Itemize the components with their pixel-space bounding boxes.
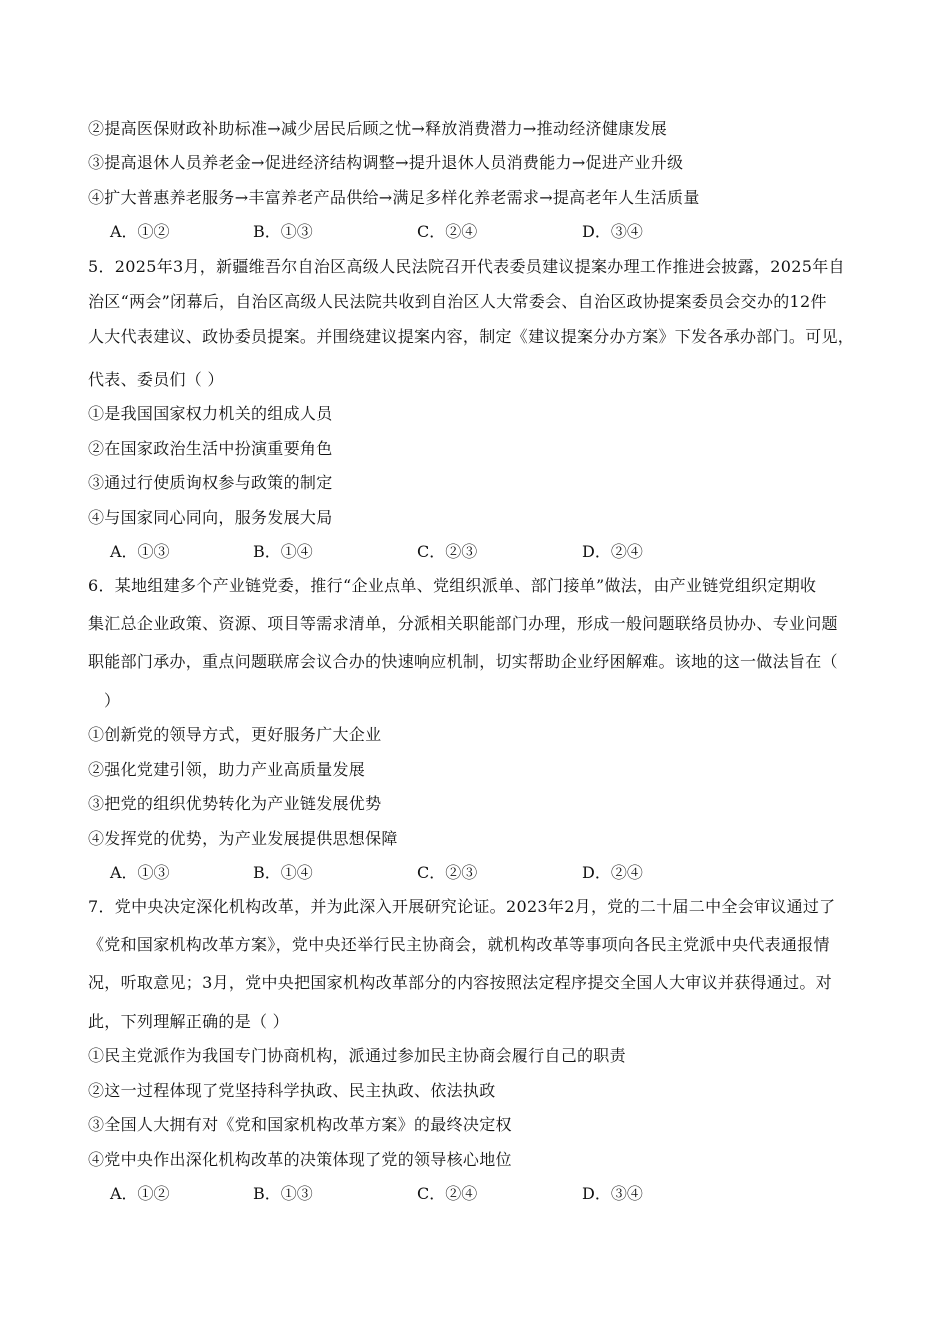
q5-stem-line-3: 人大代表建议、政协委员提案。并围绕建议提案内容，制定《建议提案分办方案》下发各承办部门。可见， xyxy=(88,327,855,346)
q7-option-b[interactable]: B．①③ xyxy=(253,1184,313,1203)
q6-stem-line-2: 集汇总企业政策、资源、项目等需求清单，分派相关职能部门办理，形成一般问题联络员协办、专业问题 xyxy=(88,614,838,633)
q6-option-d[interactable]: D．②④ xyxy=(582,863,643,882)
q5-stem-line-4: 代表、委员们（ ） xyxy=(88,370,224,389)
q6-item-4: ④发挥党的优势，为产业发展提供思想保障 xyxy=(88,829,398,848)
q6-item-1: ①创新党的领导方式，更好服务广大企业 xyxy=(88,725,382,744)
q4-option-d[interactable]: D．③④ xyxy=(582,222,643,241)
q5-item-3: ③通过行使质询权参与政策的制定 xyxy=(88,473,333,492)
q6-item-2: ②强化党建引领，助力产业高质量发展 xyxy=(88,760,366,779)
q4-option-c[interactable]: C．②④ xyxy=(417,222,478,241)
q6-options xyxy=(0,862,950,884)
q5-option-a[interactable]: A．①③ xyxy=(110,542,170,561)
q4-options xyxy=(0,221,950,243)
q6-item-3: ③把党的组织优势转化为产业链发展优势 xyxy=(88,794,382,813)
q6-stem-line-1: 6．某地组建多个产业链党委，推行“企业点单、党组织派单、部门接单”做法，由产业链党组织定期收 xyxy=(88,576,817,595)
q5-option-c[interactable]: C．②③ xyxy=(417,542,478,561)
q4-option-b[interactable]: B．①③ xyxy=(253,222,313,241)
q6-option-a[interactable]: A．①③ xyxy=(110,863,170,882)
q5-item-2: ②在国家政治生活中扮演重要角色 xyxy=(88,439,333,458)
q6-stem-line-3: 职能部门承办，重点问题联席会议合办的快速响应机制，切实帮助企业纾困解难。该地的这一做法旨在（ xyxy=(88,652,838,671)
q4-item-3: ③提高退休人员养老金→促进经济结构调整→提升退休人员消费能力→促进产业升级 xyxy=(88,153,684,172)
q7-stem-line-2: 《党和国家机构改革方案》，党中央还举行民主协商会，就机构改革等事项向各民主党派中央代表通报情 xyxy=(88,935,830,954)
q5-option-d[interactable]: D．②④ xyxy=(582,542,643,561)
q7-stem-line-1: 7．党中央决定深化机构改革，并为此深入开展研究论证。2023年2月，党的二十届二中全会审议通过了 xyxy=(88,897,836,916)
q7-option-c[interactable]: C．②④ xyxy=(417,1184,478,1203)
q7-stem-line-4: 此，下列理解正确的是（ ） xyxy=(88,1012,289,1031)
q4-option-a[interactable]: A．①② xyxy=(110,222,170,241)
q6-option-c[interactable]: C．②③ xyxy=(417,863,478,882)
q7-options xyxy=(0,1183,950,1205)
q7-item-1: ①民主党派作为我国专门协商机构，派通过参加民主协商会履行自己的职责 xyxy=(88,1046,626,1065)
q5-stem-line-2: 治区“两会”闭幕后，自治区高级人民法院共收到自治区人大常委会、自治区政协提案委员会交办的12件 xyxy=(88,292,827,311)
q4-item-4: ④扩大普惠养老服务→丰富养老产品供给→满足多样化养老需求→提高老年人生活质量 xyxy=(88,188,700,207)
q5-stem-line-1: 5．2025年3月，新疆维吾尔自治区高级人民法院召开代表委员建议提案办理工作推进会披露，2025年自 xyxy=(88,257,845,276)
q7-option-d[interactable]: D．③④ xyxy=(582,1184,643,1203)
q6-stem-line-4: ） xyxy=(104,691,121,710)
q6-option-b[interactable]: B．①④ xyxy=(253,863,313,882)
q7-item-3: ③全国人大拥有对《党和国家机构改革方案》的最终决定权 xyxy=(88,1115,512,1134)
q7-stem-line-3: 况，听取意见；3月，党中央把国家机构改革部分的内容按照法定程序提交全国人大审议并获得通过。对 xyxy=(88,973,832,992)
q5-item-4: ④与国家同心同向，服务发展大局 xyxy=(88,508,333,527)
q4-item-2: ②提高医保财政补助标准→减少居民后顾之忧→释放消费潜力→推动经济健康发展 xyxy=(88,119,668,138)
q7-item-2: ②这一过程体现了党坚持科学执政、民主执政、依法执政 xyxy=(88,1081,496,1100)
q5-item-1: ①是我国国家权力机关的组成人员 xyxy=(88,404,333,423)
q7-item-4: ④党中央作出深化机构改革的决策体现了党的领导核心地位 xyxy=(88,1150,512,1169)
q7-option-a[interactable]: A．①② xyxy=(110,1184,170,1203)
q5-options xyxy=(0,541,950,563)
q5-option-b[interactable]: B．①④ xyxy=(253,542,313,561)
